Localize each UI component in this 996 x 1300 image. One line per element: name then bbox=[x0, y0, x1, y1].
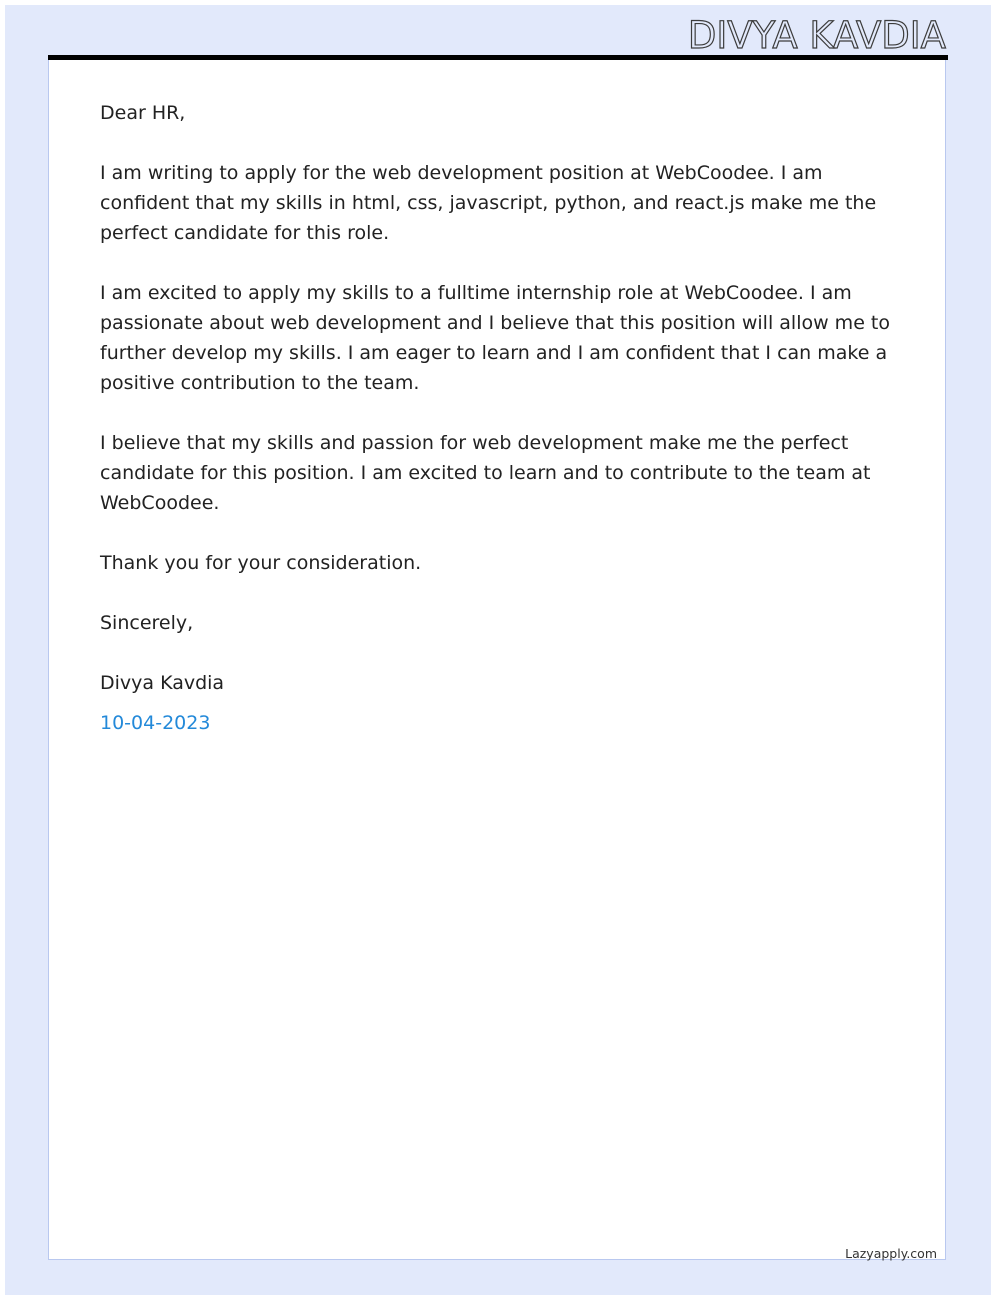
letter-body bbox=[100, 98, 900, 768]
footer-watermark: Lazyapply.com bbox=[845, 1246, 937, 1261]
signature: Divya Kavdia bbox=[100, 672, 225, 694]
salutation: Dear HR, bbox=[100, 102, 186, 124]
paragraph-1: I am writing to apply for the web development position at WebCoodee. I am confident that my skills in html, css, javascript, python, and react.js make me the perfect candidate for this role. bbox=[100, 162, 877, 244]
letter-date: 10-04-2023 bbox=[100, 712, 211, 734]
paragraph-2: I am excited to apply my skills to a fulltime internship role at WebCoodee. I am passionate about web development and I believe that this position will allow me to further develop my skills. I am eager to learn and I am confident that I can make a positive contribution to the team. bbox=[100, 282, 890, 394]
header-name: DIVYA KAVDIA bbox=[687, 14, 946, 57]
thanks-line: Thank you for your consideration. bbox=[100, 552, 422, 574]
closing: Sincerely, bbox=[100, 612, 194, 634]
paragraph-3: I believe that my skills and passion for web development make me the perfect candidate for this position. I am excited to learn and to contribute to the team at WebCoodee. bbox=[100, 432, 871, 514]
